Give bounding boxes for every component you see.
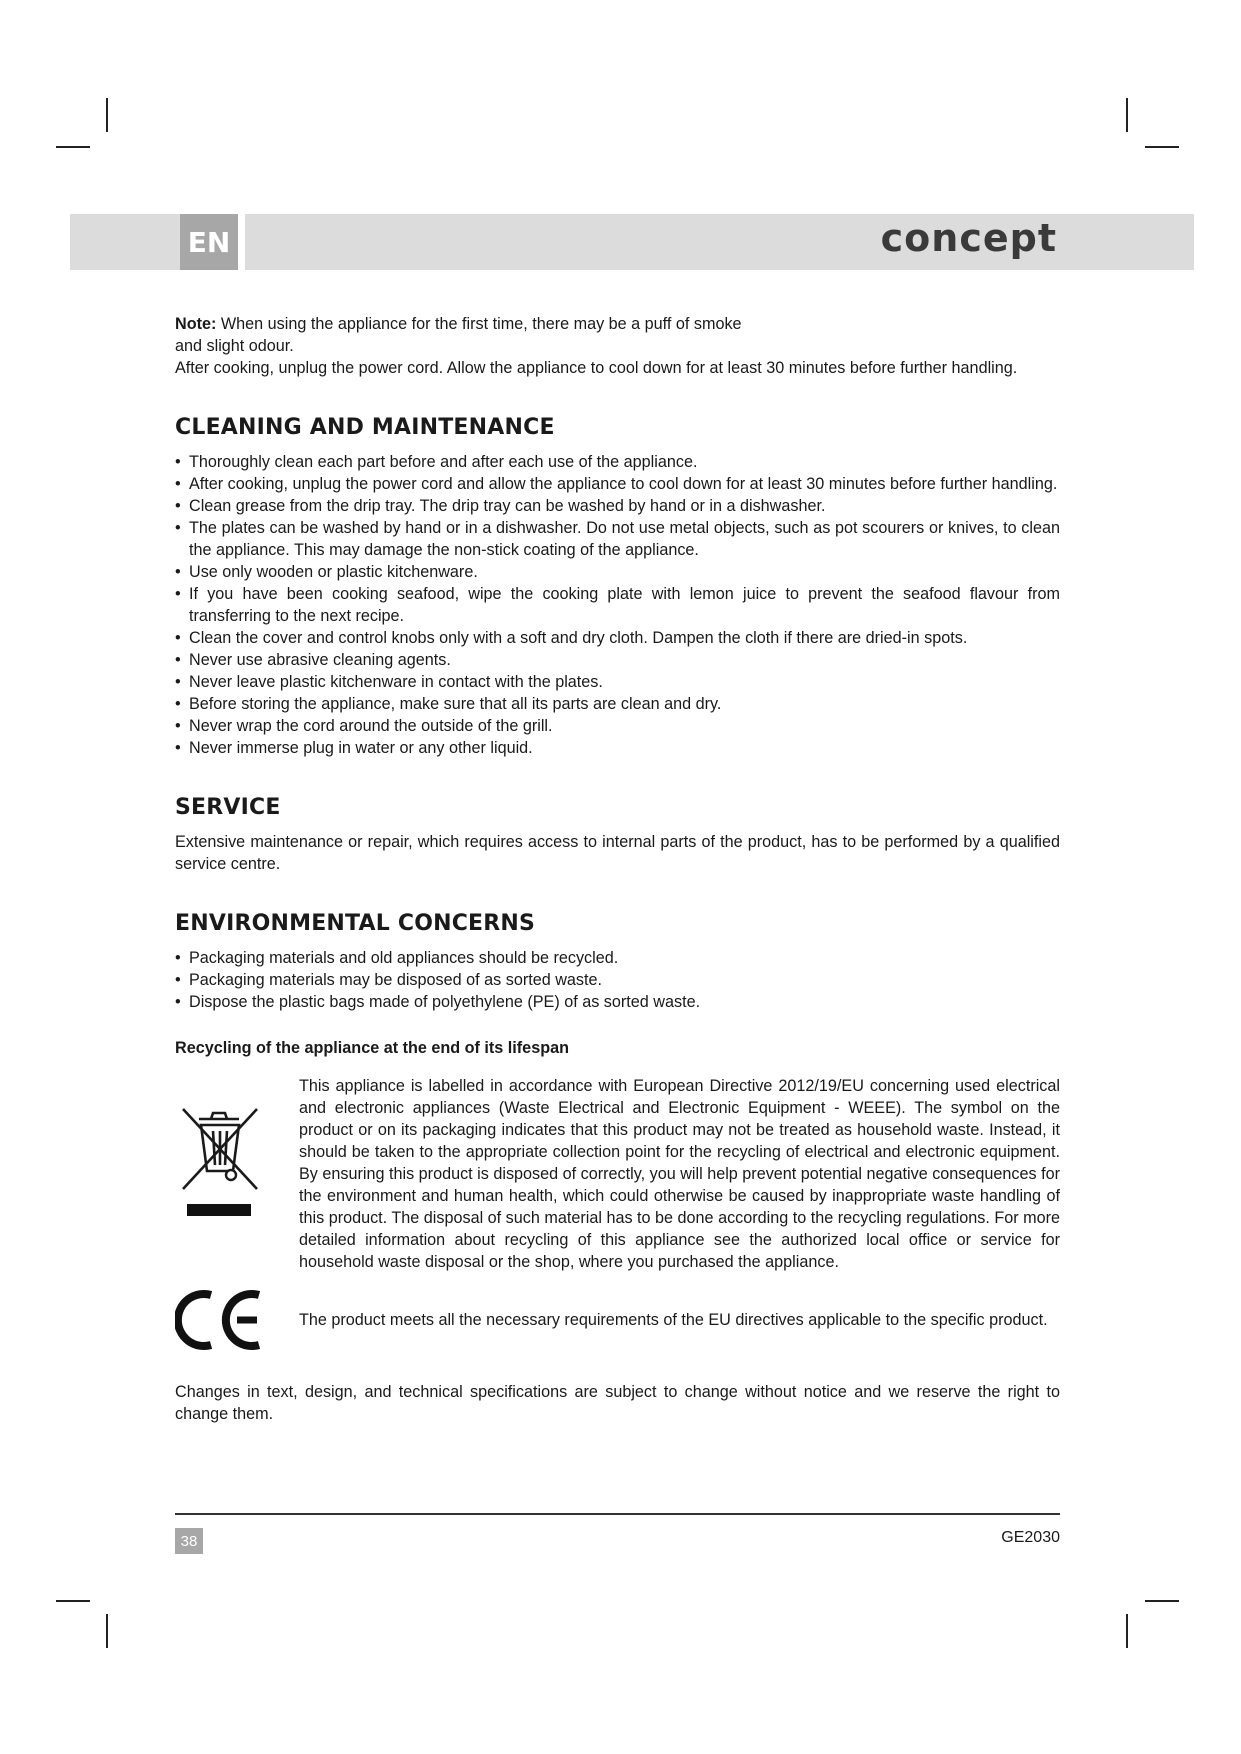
recycling-heading: Recycling of the appliance at the end of its lifespan <box>175 1039 569 1057</box>
recycling-text: This appliance is labelled in accordance with European Directive 2012/19/EU concerning used electrical and electronic appliances (Waste Electrical and Electronic Equipment - WEEE). The symbol on the product or on its packaging indicates that this product may not be treated as household waste. Instead, it should be taken to the appropriate collection point for the recycling of electrical and electronic equipment. By ensuring this product is disposed of correctly, you will help prevent potential negative consequences for the environment and human health, which could otherwise be caused by inappropriate waste handling of this product. The disposal of such material has to be done according to the recycling regulations. For more detailed information about recycling of this appliance see the authorized local office or service for household waste disposal or the shop, where you purchased the appliance. <box>299 1077 1060 1271</box>
list-item: • Use only wooden or plastic kitchenware. <box>175 561 1060 583</box>
list-item: • Never wrap the cord around the outside of the grill. <box>175 715 1060 737</box>
list-item: • Before storing the appliance, make sure that all its parts are clean and dry. <box>175 693 1060 715</box>
cleaning-heading: CLEANING AND MAINTENANCE <box>175 415 555 440</box>
service-heading: SERVICE <box>175 795 281 820</box>
note-paragraph <box>175 313 1060 335</box>
note-line-1: When using the appliance for the first time, there may be a puff of smoke <box>220 315 742 333</box>
list-item: • The plates can be washed by hand or in a dishwasher. Do not use metal objects, such as pot scourers or knives, to clean the appliance. This may damage the non-stick coating of the appliance. <box>175 517 1060 561</box>
disclaimer-text: Changes in text, design, and technical specifications are subject to change without notice and we reserve the right to change them. <box>175 1383 1060 1423</box>
crop-mark <box>1126 1614 1128 1648</box>
crossed-out-wheelie-bin-icon <box>177 1105 263 1229</box>
page-content <box>175 313 1060 1425</box>
list-item: • Never use abrasive cleaning agents. <box>175 649 1060 671</box>
list-item: • Dispose the plastic bags made of polyethylene (PE) of as sorted waste. <box>175 991 1060 1013</box>
crop-mark <box>56 146 90 148</box>
list-item: • Never immerse plug in water or any other liquid. <box>175 737 1060 759</box>
environment-list <box>175 947 1060 1013</box>
crop-mark <box>1145 146 1179 148</box>
list-item: • Packaging materials and old appliances should be recycled. <box>175 947 1060 969</box>
model-number: GE2030 <box>1001 1529 1060 1546</box>
recycling-block <box>175 1075 1060 1273</box>
crop-mark <box>106 1614 108 1648</box>
ce-block <box>175 1287 1060 1357</box>
list-item: • If you have been cooking seafood, wipe the cooking plate with lemon juice to prevent the seafood flavour from transferring to the next recipe. <box>175 583 1060 627</box>
cleaning-list <box>175 451 1060 759</box>
page-number: 38 <box>175 1528 203 1554</box>
list-item: • Clean the cover and control knobs only with a soft and dry cloth. Dampen the cloth if there are dried-in spots. <box>175 627 1060 649</box>
crop-mark <box>1145 1600 1179 1602</box>
environment-heading: ENVIRONMENTAL CONCERNS <box>175 911 536 936</box>
list-item: • Never leave plastic kitchenware in contact with the plates. <box>175 671 1060 693</box>
crop-mark <box>56 1600 90 1602</box>
crop-mark <box>106 98 108 132</box>
crop-mark <box>1126 98 1128 132</box>
list-item: • After cooking, unplug the power cord and allow the appliance to cool down for at least 30 minutes before further handling. <box>175 473 1060 495</box>
ce-mark-icon <box>175 1287 265 1353</box>
brand-logo: concept <box>880 216 1057 260</box>
list-item: • Thoroughly clean each part before and after each use of the appliance. <box>175 451 1060 473</box>
ce-icon-wrap <box>175 1287 299 1357</box>
list-item: • Packaging materials may be disposed of as sorted waste. <box>175 969 1060 991</box>
note-line-3: After cooking, unplug the power cord. Allow the appliance to cool down for at least 30 minutes before further handling. <box>175 359 1018 377</box>
ce-text: The product meets all the necessary requirements of the EU directives applicable to the specific product. <box>299 1311 1048 1329</box>
weee-icon-wrap <box>175 1075 299 1273</box>
note-line-2: and slight odour. <box>175 337 294 355</box>
note-label: Note: <box>175 315 217 333</box>
service-text: Extensive maintenance or repair, which requires access to internal parts of the product, has to be performed by a qualified service centre. <box>175 833 1060 873</box>
footer-divider <box>175 1513 1060 1515</box>
list-item: • Clean grease from the drip tray. The drip tray can be washed by hand or in a dishwasher. <box>175 495 1060 517</box>
language-tab: EN <box>180 214 245 270</box>
